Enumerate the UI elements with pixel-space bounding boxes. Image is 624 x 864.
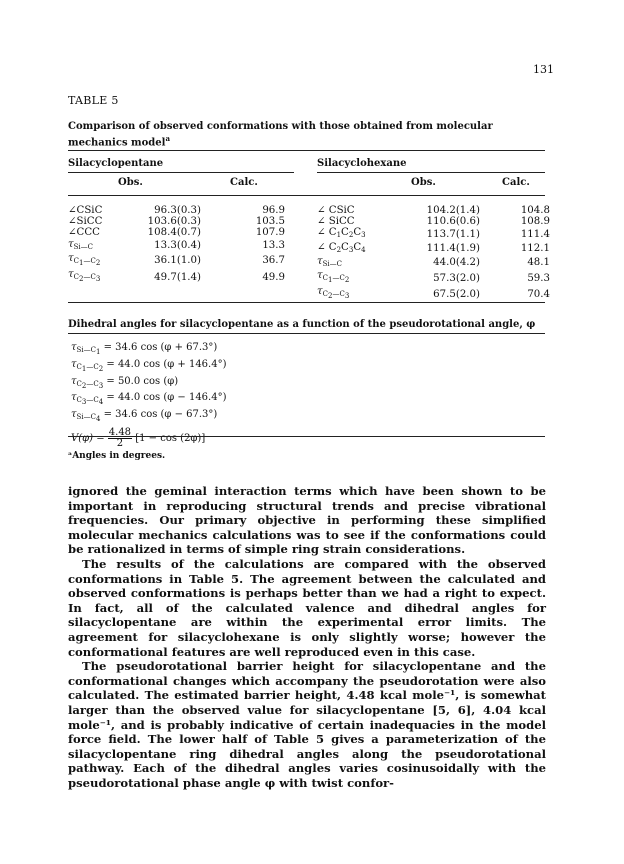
paragraph: ignored the geminal interaction terms which have been shown to be important in reproducing structural trends and precise vibrational frequencies. Our primary objective in performing these simplified molecular mechanics calculations was to see if the conformations could be rationalized in terms of simple ring strain considerations. <box>68 484 546 557</box>
table-label: TABLE 5 <box>68 94 119 107</box>
row-label: $\tau_{C_1—C_2}$ <box>68 252 101 267</box>
page-number: 131 <box>533 63 554 76</box>
table-caption <box>68 121 544 149</box>
row-label: $\tau_{Si—C}$ <box>68 238 94 251</box>
left-col-obs: Obs. <box>118 177 143 188</box>
table-row <box>68 227 285 238</box>
row-label: ∠CSiC <box>68 205 103 216</box>
body-text <box>68 484 546 790</box>
left-group-rule <box>68 172 294 173</box>
caption-footnote-mark: a <box>165 134 171 143</box>
row-label: ∠CCC <box>68 227 100 239</box>
obs-value: 113.7(1.1) <box>426 228 480 240</box>
row-label: ∠ SiCC <box>317 216 355 228</box>
header-bottom-rule <box>68 195 545 196</box>
dihedral-rule <box>68 333 545 334</box>
row-label: ∠ CSiC <box>317 205 355 216</box>
dihedral-equation: $\tau_{C_1—C_2} = 44.0$ cos (φ + 146.4°) <box>71 358 227 373</box>
table-row <box>317 256 550 270</box>
left-data-table <box>68 205 285 285</box>
obs-value: 13.3(0.4) <box>154 240 201 252</box>
obs-value: 49.7(1.4) <box>154 271 201 283</box>
row-label: $\tau_{C_1—C_2}$ <box>317 270 350 285</box>
calc-value: 112.1 <box>520 243 550 255</box>
calc-value: 108.9 <box>520 216 550 228</box>
row-label: ∠SiCC <box>68 216 103 228</box>
right-rows <box>317 205 550 302</box>
obs-value: 104.2(1.4) <box>426 205 480 216</box>
calc-value: 48.1 <box>527 257 550 269</box>
dihedral-equation: $\tau_{C_3—C_4} = 44.0$ cos (φ − 146.4°) <box>71 392 227 407</box>
table-top-rule <box>68 150 545 151</box>
obs-value: 96.3(0.3) <box>154 205 201 216</box>
calc-value: 70.4 <box>527 288 550 300</box>
calc-value: 104.8 <box>520 205 550 216</box>
calc-value: 107.9 <box>255 227 285 239</box>
calc-value: 111.4 <box>520 228 550 240</box>
right-group-rule <box>317 172 545 173</box>
table-row <box>68 253 285 269</box>
table-row <box>68 239 285 253</box>
right-group-title: Silacyclohexane <box>317 158 407 169</box>
obs-value: 36.1(1.0) <box>154 255 201 267</box>
potential-equation <box>71 428 226 449</box>
left-group-title: Silacyclopentane <box>68 158 164 169</box>
potential-lhs: V(φ) = <box>71 432 105 444</box>
calc-value: 13.3 <box>262 240 285 252</box>
table-caption-text: Comparison of observed conformations with those obtained from molecular mechanics model <box>68 121 493 149</box>
table-mid-rule <box>68 302 545 303</box>
table-row <box>317 286 550 302</box>
obs-value: 108.4(0.7) <box>147 227 201 239</box>
obs-value: 111.4(1.9) <box>426 243 480 255</box>
table-footnote: ᵃAngles in degrees. <box>68 451 166 461</box>
right-col-calc: Calc. <box>502 177 530 188</box>
table-row <box>68 269 285 285</box>
obs-value: 67.5(2.0) <box>433 288 480 300</box>
left-col-calc: Calc. <box>230 177 258 188</box>
potential-fraction <box>108 428 132 449</box>
dihedral-equation: $\tau_{C_2—C_3} = 50.0$ cos (φ) <box>71 375 179 390</box>
calc-value: 36.7 <box>262 255 285 267</box>
row-label: $\tau_{C_2—C_3}$ <box>317 286 350 301</box>
potential-rhs: [1 − cos (2φ)] <box>135 432 206 444</box>
fraction-denominator: 2 <box>116 437 124 449</box>
calc-value: 96.9 <box>262 205 285 216</box>
right-data-table <box>317 205 550 302</box>
dihedral-caption: Dihedral angles for silacyclopentane as a function of the pseudorotational angle, φ <box>68 319 536 330</box>
table-row <box>317 216 550 227</box>
table-bottom-rule <box>68 436 545 437</box>
row-label: ∠ $C_1C_2C_3$ <box>317 227 366 240</box>
calc-value: 49.9 <box>262 271 285 283</box>
left-rows <box>68 205 285 285</box>
obs-value: 57.3(2.0) <box>433 272 480 284</box>
right-col-obs: Obs. <box>411 177 436 188</box>
table-row <box>68 216 285 227</box>
equation-block <box>71 342 226 449</box>
equation-list <box>71 342 226 426</box>
table-row <box>317 270 550 286</box>
row-label: ∠ $C_2C_3C_4$ <box>317 241 366 254</box>
dihedral-equation: $\tau_{Si—C_1} = 34.6$ cos (φ + 67.3°) <box>71 342 218 356</box>
calc-value: 103.5 <box>255 216 285 228</box>
obs-value: 103.6(0.3) <box>147 216 201 228</box>
table-row <box>317 227 550 241</box>
fraction-numerator: 4.48 <box>108 426 132 438</box>
table-row <box>317 205 550 216</box>
paragraph: The results of the calculations are compared with the observed conformations in Table 5. The agreement between the calculated and observed conformations is perhaps better than we had a right to expect. In fact, all of the calculated valence and dihedral angles for silacyclopentane are within the experimental error limits. The agreement for silacyclohexane is only slightly worse; however the conformational features are well reproduced even in this case. <box>68 556 546 659</box>
obs-value: 110.6(0.6) <box>426 216 480 228</box>
dihedral-equation: $\tau_{Si—C_4} = 34.6$ cos (φ − 67.3°) <box>71 409 218 424</box>
obs-value: 44.0(4.2) <box>433 257 480 269</box>
table-row <box>317 242 550 256</box>
paragraph: The pseudorotational barrier height for silacyclopentane and the conformational changes which accompany the pseudorotation were also calculated. The estimated barrier height, 4.48 kcal mole⁻¹, is somewhat larger than the observed value for silacyclopentane [5, 6], 4.04 kcal mole⁻¹, and is probably indicative of certain inadequacies in the model force field. The lower half of Table 5 gives a parameterization of the silacyclopentane ring dihedral angles along the pseudorotational pathway. Each of the dihedral angles varies cosinusoidally with the pseudorotational phase angle φ with twist confor- <box>68 659 546 790</box>
row-label: $\tau_{Si—C}$ <box>317 255 343 268</box>
table-row <box>68 205 285 216</box>
row-label: $\tau_{C_2—C_3}$ <box>68 269 101 284</box>
calc-value: 59.3 <box>527 272 550 284</box>
